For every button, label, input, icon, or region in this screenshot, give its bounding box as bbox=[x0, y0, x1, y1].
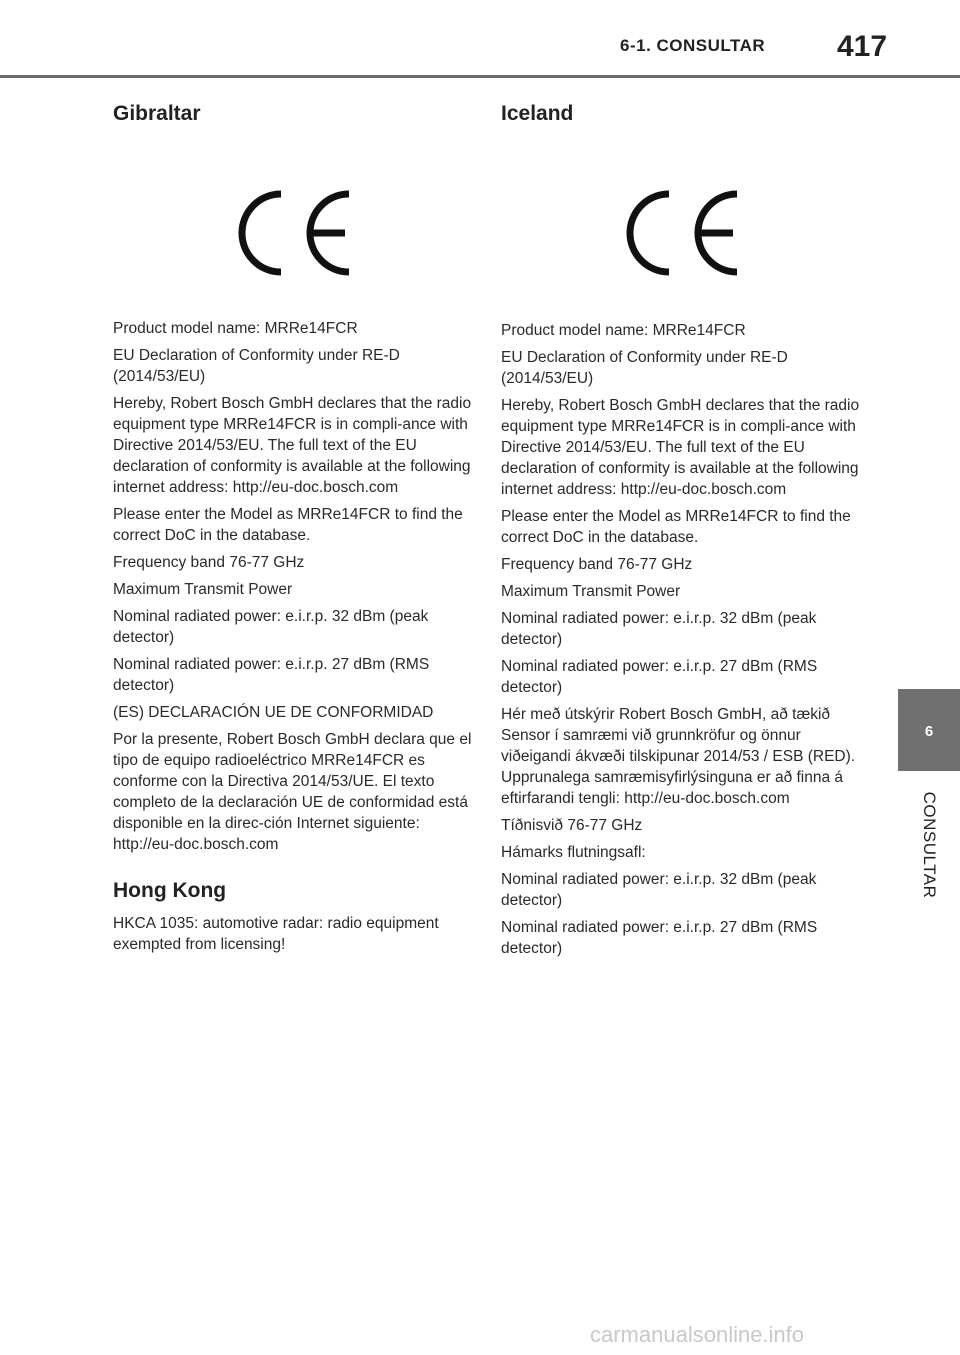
paragraph: Product model name: MRRe14FCR bbox=[501, 322, 746, 339]
country-title-iceland: Iceland bbox=[501, 102, 574, 125]
paragraph: Hámarks flutningsafl: bbox=[501, 844, 646, 861]
page-number: 417 bbox=[836, 30, 888, 63]
left-column bbox=[113, 100, 473, 961]
ce-mark-icon bbox=[233, 190, 353, 276]
paragraph: Nominal radiated power: e.i.r.p. 27 dBm (RMS detector) bbox=[501, 919, 818, 957]
paragraph: Nominal radiated power: e.i.r.p. 27 dBm (RMS detector) bbox=[113, 656, 430, 694]
paragraph: Por la presente, Robert Bosch GmbH declara que el tipo de equipo radioeléctrico MRRe14FCR es conforme con la Directiva 2014/53/UE. El texto completo de la declaración UE de conformidad está disponible en la direc-ción Internet siguiente: http://eu-doc.bosch.com bbox=[113, 731, 472, 853]
paragraph: Frequency band 76-77 GHz bbox=[113, 554, 305, 571]
paragraph: Hereby, Robert Bosch GmbH declares that the radio equipment type MRRe14FCR is in compli-ance with Directive 2014/53/EU. The full text of the EU declaration of conformity is available at the following internet address: http://eu-doc.bosch.com bbox=[113, 395, 472, 496]
paragraph: EU Declaration of Conformity under RE-D (2014/53/EU) bbox=[501, 349, 788, 387]
paragraph: Nominal radiated power: e.i.r.p. 32 dBm (peak detector) bbox=[501, 610, 817, 648]
paragraph: Please enter the Model as MRRe14FCR to find the correct DoC in the database. bbox=[113, 506, 463, 544]
chapter-side-label: CONSULTAR bbox=[920, 791, 939, 899]
paragraph: Maximum Transmit Power bbox=[501, 583, 681, 600]
country-title-hong-kong: Hong Kong bbox=[113, 879, 227, 902]
paragraph: Nominal radiated power: e.i.r.p. 32 dBm (peak detector) bbox=[113, 608, 429, 646]
paragraph: (ES) DECLARACIÓN UE DE CONFORMIDAD bbox=[113, 704, 434, 721]
ce-mark-icon bbox=[621, 190, 741, 276]
paragraph: Nominal radiated power: e.i.r.p. 27 dBm (RMS detector) bbox=[501, 658, 818, 696]
paragraph: Please enter the Model as MRRe14FCR to find the correct DoC in the database. bbox=[501, 508, 851, 546]
paragraph: Hereby, Robert Bosch GmbH declares that the radio equipment type MRRe14FCR is in compli-ance with Directive 2014/53/EU. The full text of the EU declaration of conformity is available at the following internet address: http://eu-doc.bosch.com bbox=[501, 397, 860, 498]
paragraph: EU Declaration of Conformity under RE-D (2014/53/EU) bbox=[113, 347, 400, 385]
country-title-gibraltar: Gibraltar bbox=[113, 102, 201, 125]
paragraph: HKCA 1035: automotive radar: radio equipment exempted from licensing! bbox=[113, 915, 439, 953]
chapter-number: 6 bbox=[924, 723, 934, 740]
paragraph: Nominal radiated power: e.i.r.p. 32 dBm (peak detector) bbox=[501, 871, 817, 909]
paragraph: Tíðnisvið 76-77 GHz bbox=[501, 817, 643, 834]
paragraph: Hér með útskýrir Robert Bosch GmbH, að tækið Sensor í samræmi við grunnkröfur og önnur viðeigandi ákvæði tilskipunar 2014/53 / ESB (RED). Upprunalega samræmisyfirlýsinguna er að finna á eftirfarandi tengli: http://eu-doc.bosch.com bbox=[501, 706, 856, 807]
paragraph: Frequency band 76-77 GHz bbox=[501, 556, 693, 573]
paragraph: Maximum Transmit Power bbox=[113, 581, 293, 598]
header-divider bbox=[0, 75, 960, 78]
right-column bbox=[501, 100, 861, 965]
section-title-header: 6-1. CONSULTAR bbox=[620, 36, 766, 55]
watermark: carmanualsonline.info bbox=[590, 1322, 805, 1347]
chapter-tab bbox=[898, 689, 960, 771]
paragraph: Product model name: MRRe14FCR bbox=[113, 320, 358, 337]
